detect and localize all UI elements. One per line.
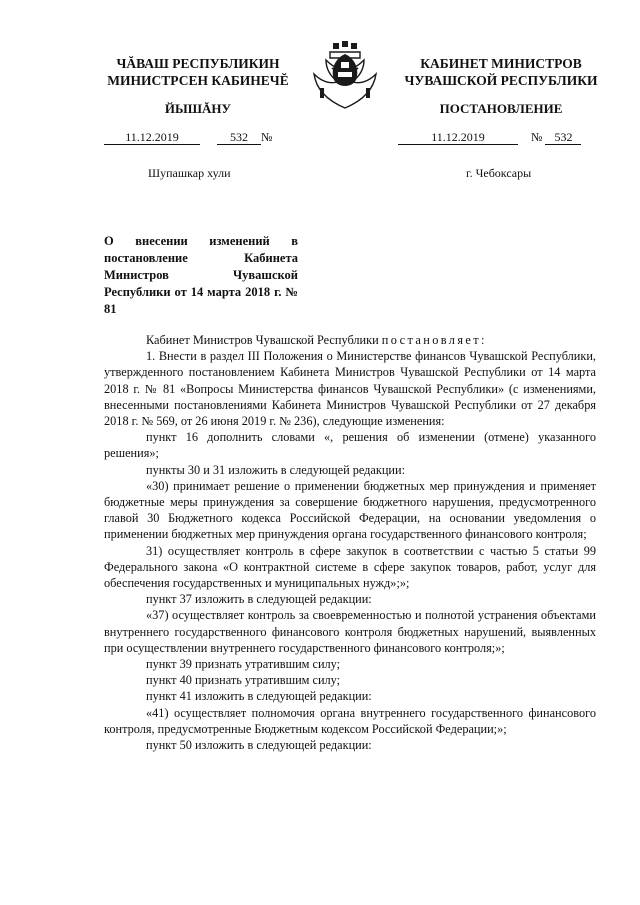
right-number-sign: № xyxy=(531,130,543,144)
preamble xyxy=(104,332,596,348)
place-left: Шупашкар хули xyxy=(148,166,231,180)
paragraph-9: пункт 40 признать утратившим силу; xyxy=(146,673,341,688)
header-left-doc-type: ЙЫШĂНУ xyxy=(164,101,232,116)
header-left-org xyxy=(92,55,304,89)
left-date-line xyxy=(104,130,272,145)
header-right-line1: КАБИНЕТ МИНИСТРОВ xyxy=(420,56,582,71)
paragraph-10: пункт 41 изложить в следующей редакции: xyxy=(146,689,372,704)
paragraph-2: пункт 16 дополнить словами «, решения об изменении (отмене) указанного решения»; xyxy=(104,430,596,461)
document-title: О внесении изменений в постановление Кабинета Министров Чувашской Республики от 14 марта 2018 г. № 81 xyxy=(104,234,298,316)
right-number: 532 xyxy=(545,131,581,145)
left-number-sign: № xyxy=(261,130,273,144)
document-body xyxy=(104,332,596,753)
paragraph-4: «30) принимает решение о применении бюджетных мер принуждения и применяет бюджетные меры принуждения за совершение бюджетного нарушения, предусмотренного главой 30 Бюджетного кодекса Российской Федерации, на основании уведомления о применении бюджетных мер принуждения органа государственного финансового контроля; xyxy=(104,478,596,542)
header-right-doc-type: ПОСТАНОВЛЕНИЕ xyxy=(439,101,563,116)
preamble-verb: постановляет: xyxy=(381,333,487,347)
header-left-line1: ЧĂВАШ РЕСПУБЛИКИН xyxy=(116,56,280,71)
paragraph-12: пункт 50 изложить в следующей редакции: xyxy=(146,738,372,753)
right-date-line xyxy=(398,130,581,145)
preamble-lead: Кабинет Министров Чувашской Республики xyxy=(146,333,379,347)
right-date: 11.12.2019 xyxy=(398,131,518,145)
header-right-org xyxy=(388,55,614,89)
left-number: 532 xyxy=(217,131,261,145)
header-left-line2: МИНИСТРСЕН КАБИНЕЧĔ xyxy=(107,73,289,88)
place-right: г. Чебоксары xyxy=(466,166,532,180)
paragraph-5: 31) осуществляет контроль в сфере закупок в соответствии с частью 5 статьи 99 Федерального закона «О контрактной системе в сфере закупок товаров, работ, услуг для обеспечения государственных и муниципальных нужд»;»; xyxy=(104,543,596,591)
paragraph-6: пункт 37 изложить в следующей редакции: xyxy=(146,592,372,607)
paragraph-1: 1. Внести в раздел III Положения о Министерстве финансов Чувашской Республики, утвержденного постановлением Кабинета Министров Чувашской Республики от 14 марта 2018 г. № 81 «Вопросы Министерства финансов Чувашской Республики» (с изменениями, внесенными постановлениями Кабинета Министров Чувашской Республики от 27 декабря 2018 г. № 569, от 26 июня 2019 г. № 236), следующие изменения: xyxy=(104,349,596,429)
paragraph-11: «41) осуществляет полномочия органа внутреннего государственного финансового контроля, предусмотренные Бюджетным кодексом Российской Федерации;»; xyxy=(104,705,596,736)
paragraph-3: пункты 30 и 31 изложить в следующей редакции: xyxy=(146,462,406,477)
left-date: 11.12.2019 xyxy=(104,131,200,145)
chuvash-coat-of-arms-icon xyxy=(308,38,382,112)
header-right-line2: ЧУВАШСКОЙ РЕСПУБЛИКИ xyxy=(404,73,598,88)
paragraph-7: «37) осуществляет контроль за своевременностью и полнотой устранения объектами внутреннего государственного финансового контроля бюджетных нарушений, выявленных при осуществлении внутреннего государственного финансового контроля;»; xyxy=(104,608,596,655)
paragraph-8: пункт 39 признать утратившим силу; xyxy=(146,657,341,672)
